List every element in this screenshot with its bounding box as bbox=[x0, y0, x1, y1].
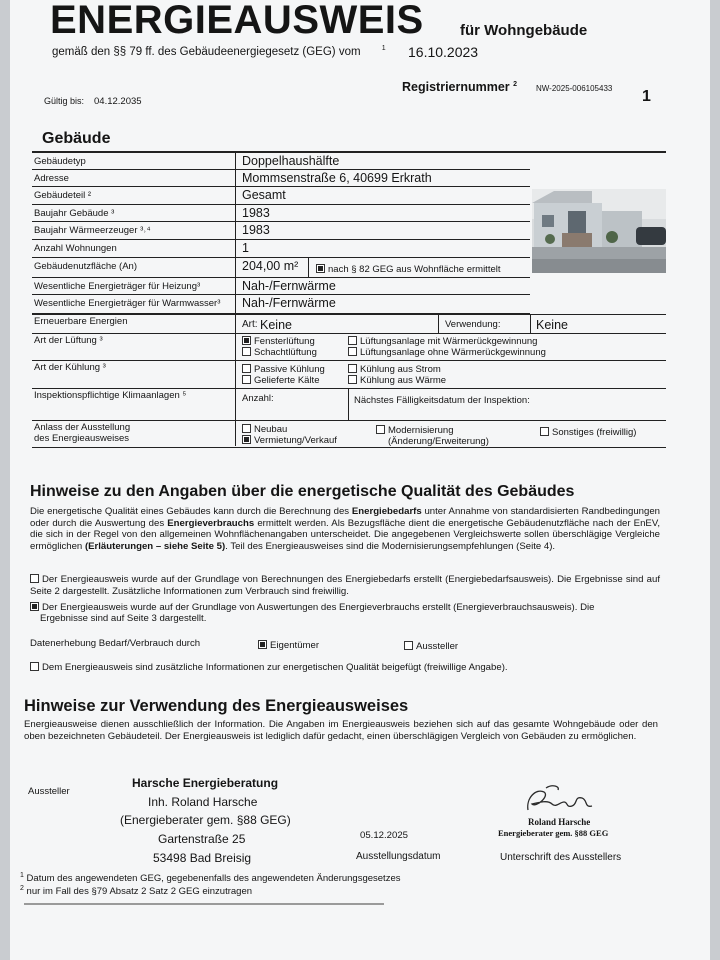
ventilation-norecovery-text: Lüftungsanlage ohne Wärmerückgewinnung bbox=[360, 347, 546, 358]
footnote-1-mark: 1 bbox=[20, 872, 24, 879]
registration-label bbox=[402, 80, 517, 94]
data-owner-option[interactable] bbox=[258, 640, 319, 651]
ventilation-option-shaft[interactable] bbox=[242, 347, 317, 358]
building-row-label: Adresse bbox=[34, 173, 69, 184]
footnote-2-mark: 2 bbox=[20, 885, 24, 892]
area-divider bbox=[308, 258, 309, 277]
building-row-rule bbox=[32, 257, 530, 258]
renewable-divider bbox=[438, 314, 439, 333]
building-row-rule bbox=[32, 277, 530, 278]
area-note[interactable] bbox=[316, 264, 501, 275]
intro-text-run: . Teil des Energieausweises sind die Modernisierungsempfehlungen (Seite 4). bbox=[225, 540, 556, 552]
issuer-label: Aussteller bbox=[28, 786, 70, 797]
registration-footnote-mark: 2 bbox=[513, 80, 518, 88]
consumption-option-text: Der Energieausweis wurde auf der Grundlage von Auswertungen des Energieverbrauchs erstellt (Energieverbrauchsausweis). Die bbox=[42, 602, 595, 613]
building-row-value: Nah-/Fernwärme bbox=[242, 279, 336, 293]
ventilation-window-checkbox[interactable] bbox=[242, 336, 251, 345]
cooling-heat-text: Kühlung aus Wärme bbox=[360, 375, 447, 386]
stamp-role: Energieberater gem. §88 GEG bbox=[498, 828, 609, 838]
building-row-value: Doppelhaushälfte bbox=[242, 154, 340, 168]
document-title-suffix: für Wohngebäude bbox=[460, 22, 588, 39]
building-row-label: Anzahl Wohnungen bbox=[34, 243, 117, 254]
occasion-label-2: des Energieausweises bbox=[34, 433, 130, 444]
house-photo-icon bbox=[532, 189, 666, 273]
building-row-label: Baujahr Gebäude ³ bbox=[34, 208, 115, 219]
ventilation-norecovery-checkbox[interactable] bbox=[348, 347, 357, 356]
occasion-neubau-checkbox[interactable] bbox=[242, 424, 251, 433]
cooling-option-passive[interactable] bbox=[242, 364, 325, 375]
ventilation-option-window[interactable] bbox=[242, 336, 315, 347]
intro-text-run: unter Annahme von standardisierten Randbedingungen oder durch die Auswertung des bbox=[30, 506, 660, 529]
usage-heading: Hinweise zur Verwendung des Energieausweises bbox=[24, 697, 409, 715]
cooling-option-heat[interactable] bbox=[348, 375, 446, 386]
building-row-label: Gebäudeteil ² bbox=[34, 190, 92, 201]
consumption-option-checkbox[interactable] bbox=[30, 602, 39, 611]
notes-intro-paragraph bbox=[30, 506, 660, 552]
building-row-value: 1983 bbox=[242, 223, 270, 237]
issuer-company: Harsche Energieberatung bbox=[132, 776, 279, 790]
valid-until-date: 04.12.2035 bbox=[94, 96, 142, 107]
building-row-rule bbox=[32, 221, 530, 222]
building-row-label: Baujahr Wärmeerzeuger ³˒⁴ bbox=[34, 225, 151, 236]
intro-bold-run: Energiebedarfs bbox=[351, 506, 422, 517]
building-row-rule bbox=[32, 239, 530, 240]
valid-until-label: Gültig bis: bbox=[44, 96, 85, 106]
occasion-option-neubau[interactable] bbox=[242, 424, 287, 435]
building-row-value: Mommsenstraße 6, 40699 Erkrath bbox=[242, 171, 432, 185]
intro-bold-run: Energieverbrauchs bbox=[167, 517, 255, 529]
occasion-neubau-text: Neubau bbox=[254, 424, 288, 435]
occasion-option-sonstiges[interactable] bbox=[540, 427, 636, 438]
issue-date: 05.12.2025 bbox=[360, 830, 409, 841]
footnote-1-text: Datum des angewendeten GEG, gegebenenfalls des angewendeten Änderungsgesetzes bbox=[26, 873, 401, 885]
demand-option-checkbox[interactable] bbox=[30, 574, 39, 583]
additional-info-option[interactable] bbox=[30, 662, 508, 673]
building-photo bbox=[532, 189, 666, 273]
table-divider bbox=[235, 151, 236, 446]
occasion-label-1: Anlass der Ausstellung bbox=[34, 422, 131, 433]
building-row-rule bbox=[32, 294, 530, 295]
cooling-rule bbox=[32, 388, 666, 389]
issuer-owner: Inh. Roland Harsche bbox=[148, 795, 258, 809]
occasion-modernisierung-detail: (Änderung/Erweiterung) bbox=[388, 436, 489, 447]
occasion-sonstiges-text: Sonstiges (freiwillig) bbox=[552, 427, 637, 438]
cooling-electric-checkbox[interactable] bbox=[348, 364, 357, 373]
building-row-value: 1983 bbox=[242, 206, 270, 220]
occasion-modernisierung-text: Modernisierung bbox=[388, 425, 454, 436]
renewable-use-value: Keine bbox=[536, 318, 568, 332]
cooling-label: Art der Kühlung ³ bbox=[34, 362, 106, 373]
building-top-rule bbox=[32, 151, 666, 153]
ventilation-window-text: Fensterlüftung bbox=[254, 336, 315, 347]
inspection-count-label: Anzahl: bbox=[242, 393, 274, 404]
occasion-modernisierung-checkbox[interactable] bbox=[376, 425, 385, 434]
occasion-vermietung-text: Vermietung/Verkauf bbox=[254, 435, 337, 446]
page-number: 1 bbox=[642, 88, 651, 105]
area-note-text: nach § 82 GEG aus Wohnfläche ermittelt bbox=[328, 264, 501, 275]
cut-off-line bbox=[24, 903, 384, 905]
ventilation-recovery-text: Lüftungsanlage mit Wärmerückgewinnung bbox=[360, 336, 538, 347]
renewable-art-label: Art: bbox=[242, 319, 258, 330]
cooling-electric-text: Kühlung aus Strom bbox=[360, 364, 441, 375]
occasion-option-modernisierung[interactable] bbox=[376, 425, 453, 436]
ventilation-shaft-text: Schachtlüftung bbox=[254, 347, 317, 358]
renewable-divider-2 bbox=[530, 314, 531, 333]
renewable-art-value: Keine bbox=[260, 318, 292, 332]
building-row-label: Gebäudenutzfläche (An) bbox=[34, 261, 137, 272]
occasion-sonstiges-checkbox[interactable] bbox=[540, 427, 549, 436]
renewable-label: Erneuerbare Energien bbox=[34, 316, 128, 327]
building-row-value: 204,00 m² bbox=[242, 259, 299, 273]
cooling-heat-checkbox[interactable] bbox=[348, 375, 357, 384]
document-page bbox=[10, 0, 710, 960]
ventilation-option-norecovery[interactable] bbox=[348, 347, 546, 358]
ventilation-shaft-checkbox[interactable] bbox=[242, 347, 251, 356]
inspection-divider bbox=[348, 388, 349, 420]
subtitle-footnote-mark: 1 bbox=[381, 45, 386, 52]
building-row-value: 1 bbox=[242, 241, 249, 255]
renewable-rule-bottom bbox=[32, 333, 666, 334]
law-date: 16.10.2023 bbox=[408, 44, 479, 60]
building-row-rule bbox=[32, 169, 530, 170]
notes-heading: Hinweise zu den Angaben über die energetische Qualität des Gebäudes bbox=[30, 483, 575, 500]
data-collection-label: Datenerhebung Bedarf/Verbrauch durch bbox=[30, 638, 201, 649]
cooling-option-delivered[interactable] bbox=[242, 375, 319, 386]
issuer-street: Gartenstraße 25 bbox=[158, 832, 246, 846]
data-owner-checkbox[interactable] bbox=[258, 640, 267, 649]
building-heading: Gebäude bbox=[42, 130, 111, 147]
stamp-name: Roland Harsche bbox=[528, 817, 591, 827]
ventilation-label: Art der Lüftung ³ bbox=[34, 335, 103, 346]
occasion-vermietung-checkbox[interactable] bbox=[242, 435, 251, 444]
building-row-label: Gebäudetyp bbox=[34, 156, 86, 167]
cooling-delivered-text: Gelieferte Kälte bbox=[254, 375, 320, 386]
inspection-rule bbox=[32, 420, 666, 421]
registration-number: NW-2025-006105433 bbox=[536, 84, 613, 93]
ventilation-recovery-checkbox[interactable] bbox=[348, 336, 357, 345]
building-row-rule bbox=[32, 186, 530, 187]
signature-label: Unterschrift des Ausstellers bbox=[500, 852, 622, 863]
occasion-rule bbox=[32, 447, 666, 448]
footnote-1 bbox=[20, 872, 400, 884]
document-title: ENERGIEAUSWEIS bbox=[50, 0, 424, 42]
data-issuer-checkbox[interactable] bbox=[404, 641, 413, 650]
footnote-2 bbox=[20, 885, 252, 897]
building-row-rule bbox=[32, 204, 530, 205]
demand-option[interactable] bbox=[30, 574, 660, 597]
cooling-passive-text: Passive Kühlung bbox=[254, 364, 325, 375]
additional-info-checkbox[interactable] bbox=[30, 662, 39, 671]
inspection-due-label: Nächstes Fälligkeitsdatum der Inspektion: bbox=[354, 395, 530, 406]
document-subtitle bbox=[52, 45, 386, 58]
issuer-role: (Energieberater gem. §88 GEG) bbox=[120, 813, 291, 827]
building-row-label: Wesentliche Energieträger für Warmwasser³ bbox=[34, 298, 221, 309]
building-row-value: Nah-/Fernwärme bbox=[242, 296, 336, 310]
intro-bold-run: (Erläuterungen – siehe Seite 5) bbox=[84, 540, 226, 552]
issuer-city: 53498 Bad Breisig bbox=[153, 851, 252, 865]
intro-text-run: Die energetische Qualität eines Gebäudes kann durch die Berechnung des bbox=[30, 506, 352, 517]
building-row-value: Gesamt bbox=[242, 188, 286, 202]
signature-icon bbox=[522, 780, 602, 820]
issue-date-label: Ausstellungsdatum bbox=[356, 851, 441, 862]
data-owner-text: Eigentümer bbox=[270, 640, 320, 651]
additional-info-text: Dem Energieausweis sind zusätzliche Informationen zur energetischen Qualität beigefügt (freiwillige Angabe). bbox=[42, 662, 508, 673]
area-note-checkbox[interactable] bbox=[316, 264, 325, 273]
cooling-delivered-checkbox[interactable] bbox=[242, 375, 251, 384]
consumption-option[interactable] bbox=[30, 602, 660, 613]
inspection-label: Inspektionspflichtige Klimaanlagen ⁵ bbox=[34, 390, 187, 401]
registration-label-text: Registriernummer bbox=[402, 80, 510, 94]
demand-option-text: Der Energieausweis wurde auf der Grundlage von Berechnungen des Energiebedarfs erstellt (Energiebedarfsausweis). Die Ergebnisse sind auf Seite 2 dargestellt. Zusätzliche Informationen zum Verbrauch sind freiwillig. bbox=[30, 574, 660, 597]
building-row-label: Wesentliche Energieträger für Heizung³ bbox=[34, 281, 201, 292]
renewable-use-label: Verwendung: bbox=[445, 319, 501, 330]
usage-paragraph: Energieausweise dienen ausschließlich der Information. Die Angaben im Energieausweis beziehen sich auf das gesamte Wohngebäude oder den oben bezeichneten Gebäudeteil. Der Energieausweis ist lediglich dafür gedacht, einen überschlägigen Vergleich von Gebäuden zu ermöglichen. bbox=[24, 719, 658, 742]
cooling-passive-checkbox[interactable] bbox=[242, 364, 251, 373]
subtitle-text: gemäß den §§ 79 ff. des Gebäudeenergiegesetz (GEG) vom bbox=[52, 45, 361, 58]
footnote-2-text: nur im Fall des §79 Absatz 2 Satz 2 GEG einzutragen bbox=[26, 886, 253, 898]
renewable-rule-top bbox=[32, 314, 666, 315]
consumption-option-line2: Ergebnisse sind auf Seite 3 dargestellt. bbox=[40, 613, 207, 624]
intro-text-run: ermittelt werden. Als Bezugsfläche dient die energetische Gebäudenutzfläche nach der EnEV, die sich in der Regel von den allgemeinen Wohnflächenangaben unterscheidet. Die angegebenen Vergleichswerte sollen überschlägige Vergleiche ermöglichen bbox=[30, 517, 661, 552]
data-issuer-option[interactable] bbox=[404, 641, 458, 652]
data-issuer-text: Aussteller bbox=[416, 641, 459, 652]
occasion-option-vermietung[interactable] bbox=[242, 435, 337, 446]
ventilation-rule bbox=[32, 360, 666, 361]
cooling-option-electric[interactable] bbox=[348, 364, 441, 375]
ventilation-option-recovery[interactable] bbox=[348, 336, 537, 347]
